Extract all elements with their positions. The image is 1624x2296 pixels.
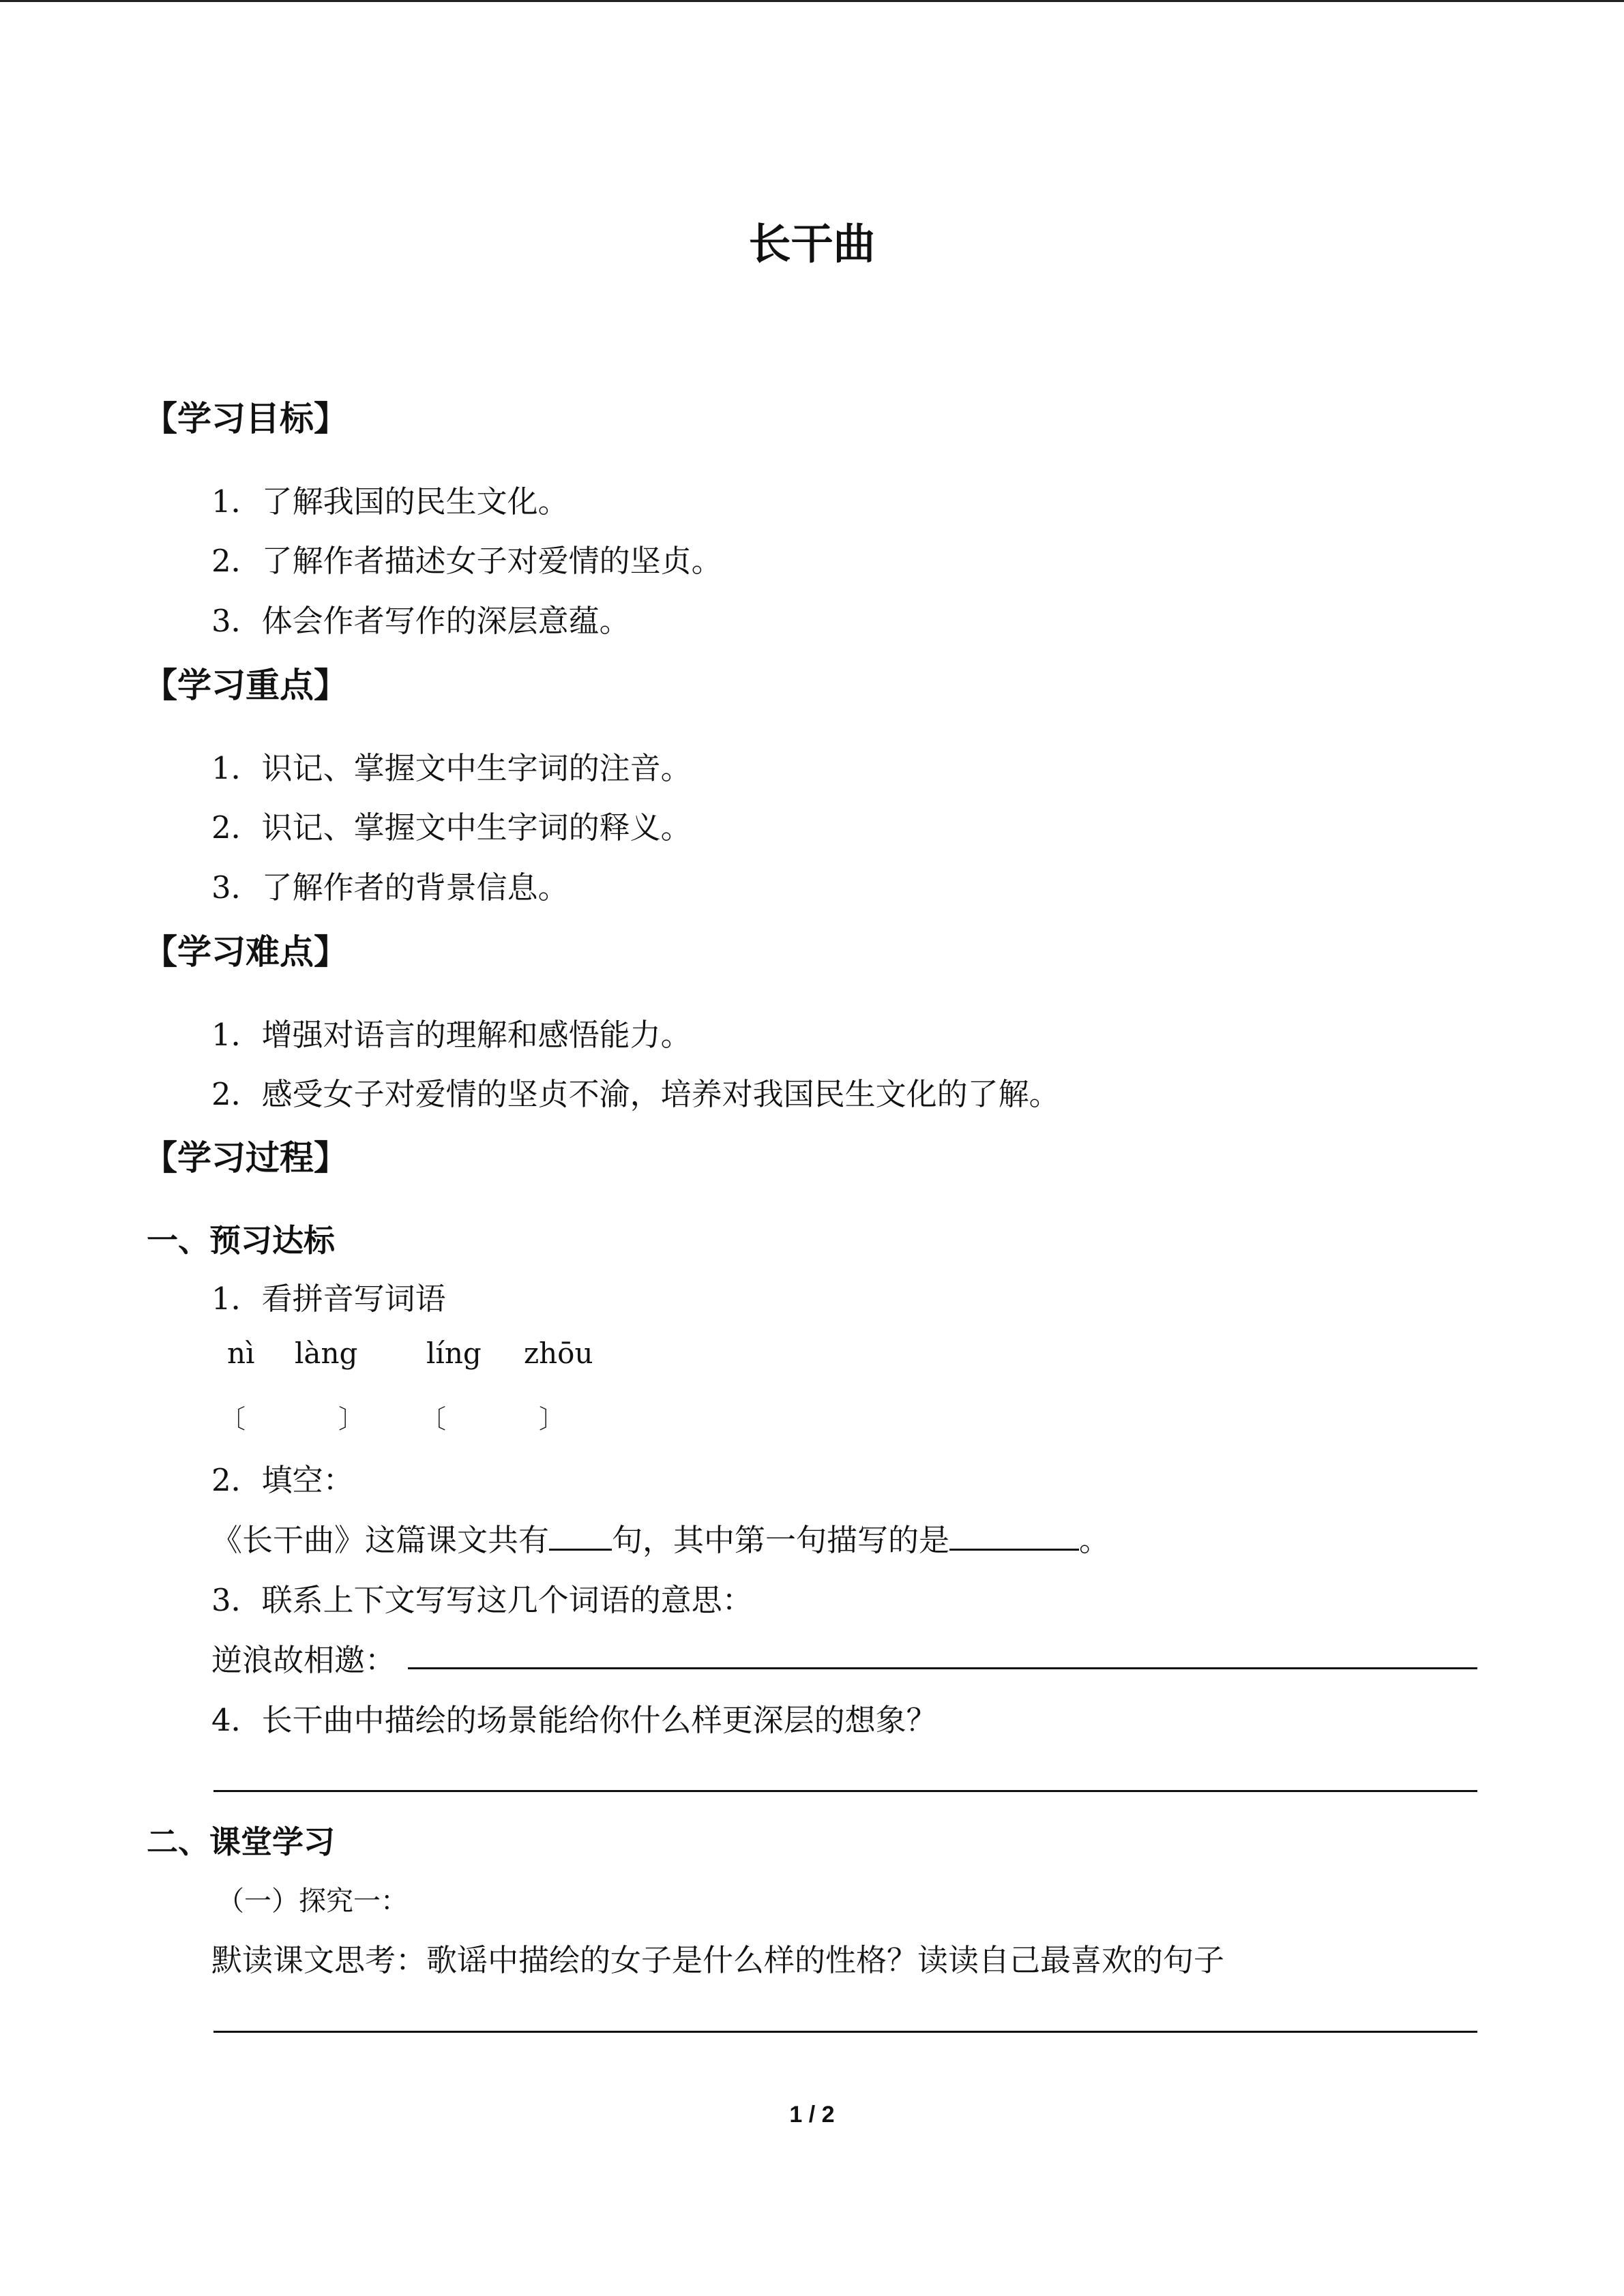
- subsection-heading-classroom: 二、课堂学习: [147, 1823, 335, 1860]
- question-2: 2．填空：: [211, 1462, 354, 1498]
- fill-blank-count[interactable]: [549, 1521, 612, 1551]
- section-heading-objectives: 【学习目标】: [143, 399, 348, 438]
- answer-bracket-close: 〕: [539, 1404, 565, 1434]
- answer-bracket-close: 〕: [338, 1404, 365, 1434]
- explore-label: （一）探究一：: [217, 1885, 408, 1917]
- section-heading-process: 【学习过程】: [143, 1138, 348, 1178]
- pinyin-ling: líng: [426, 1337, 482, 1370]
- answer-line-explore[interactable]: [213, 2031, 1477, 2033]
- pinyin-lang: làng: [295, 1337, 358, 1370]
- pinyin-zhou: zhōu: [524, 1337, 593, 1370]
- fill-text-part1: 《长干曲》这篇课文共有: [211, 1522, 550, 1558]
- difficulty-item: 2．感受女子对爱情的坚贞不渝，培养对我国民生文化的了解。: [211, 1076, 1060, 1112]
- answer-bracket-open: 〔: [220, 1404, 246, 1434]
- question-1: 1．看拼音写词语: [211, 1281, 446, 1317]
- objective-item: 3．体会作者写作的深层意蕴。: [211, 603, 630, 639]
- question-3-word: 逆浪故相邀：: [211, 1642, 396, 1678]
- fill-text-part3: 。: [1079, 1522, 1110, 1558]
- fill-blank-first-line[interactable]: [949, 1521, 1079, 1551]
- objective-item: 1．了解我国的民生文化。: [211, 483, 569, 520]
- top-border: [0, 0, 1624, 2]
- question-4: 4．长干曲中描绘的场景能给你什么样更深层的想象？: [211, 1702, 937, 1738]
- answer-line-q4[interactable]: [213, 1790, 1477, 1792]
- question-2-fill: [211, 1515, 1110, 1560]
- answer-line-q3[interactable]: [408, 1667, 1477, 1669]
- pinyin-ni: nì: [227, 1337, 255, 1370]
- question-3: 3．联系上下文写写这几个词语的意思：: [211, 1582, 753, 1618]
- document-title: 长干曲: [748, 219, 876, 269]
- section-heading-difficulties: 【学习难点】: [143, 932, 348, 972]
- answer-bracket-open: 〔: [420, 1404, 447, 1434]
- key-point-item: 1．识记、掌握文中生字词的注音。: [211, 750, 692, 786]
- page-number: 1 / 2: [789, 2102, 835, 2128]
- key-point-item: 3．了解作者的背景信息。: [211, 869, 569, 906]
- subsection-heading-preview: 一、预习达标: [147, 1222, 335, 1259]
- difficulty-item: 1．增强对语言的理解和感悟能力。: [211, 1017, 692, 1053]
- section-heading-key-points: 【学习重点】: [143, 666, 348, 705]
- explore-prompt: 默读课文思考：歌谣中描绘的女子是什么样的性格？读读自己最喜欢的句子: [211, 1942, 1225, 1978]
- fill-text-part2: 句，其中第一句描写的是: [612, 1522, 950, 1558]
- key-point-item: 2．识记、掌握文中生字词的释义。: [211, 809, 692, 846]
- objective-item: 2．了解作者描述女子对爱情的坚贞。: [211, 543, 722, 579]
